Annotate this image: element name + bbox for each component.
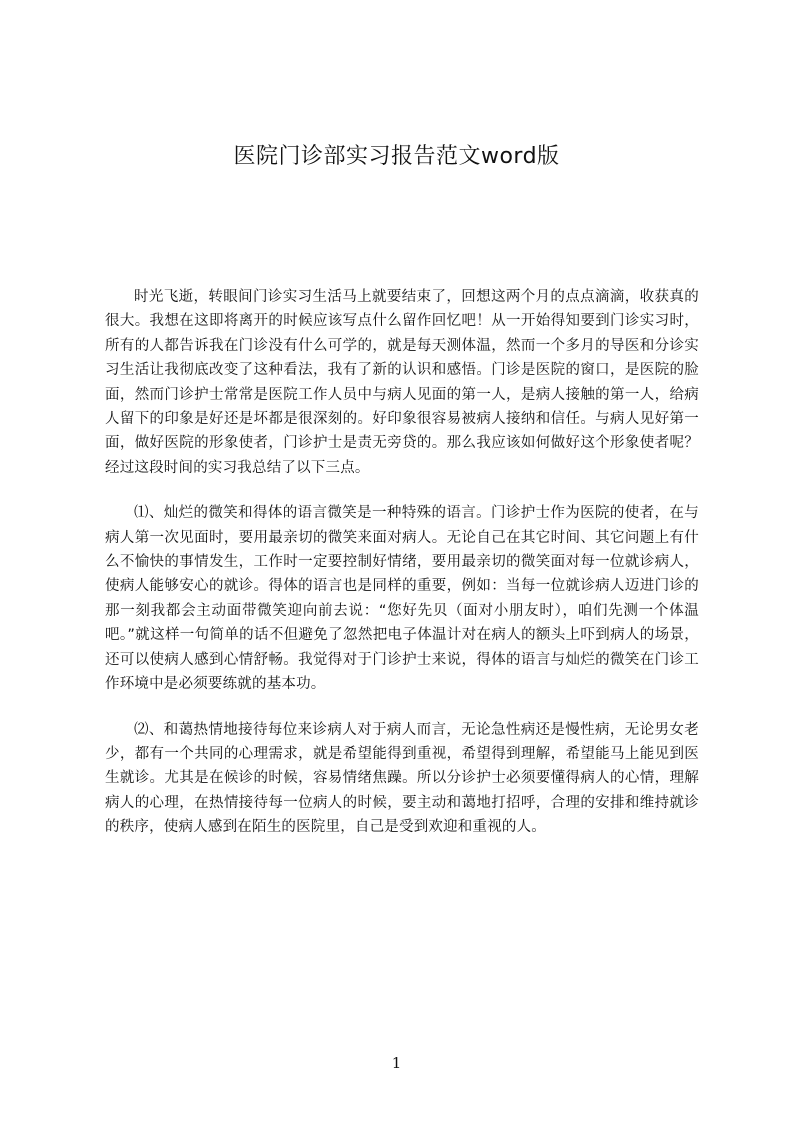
paragraph-point-1: ⑴、灿烂的微笑和得体的语言微笑是一种特殊的语言。门诊护士作为医院的使者，在与病人第一次见面时，要用最亲切的微笑来面对病人。无论自己在其它时间、其它问题上有什么不愉快的事情发生，工作时一定要控制好情绪，要用最亲切的微笑面对每一位就诊病人，使病人能够安心的就诊。得体的语言也是同样的重要，例如：当每一位就诊病人迈进门诊的那一刻我都会主动面带微笑迎向前去说：“您好先贝（面对小朋友时），咱们先测一个体温吧。”就这样一句简单的话不但避免了忽然把电子体温计对在病人的额头上吓到病人的场景，还可以使病人感到心情舒畅。我觉得对于门诊护士来说，得体的语言与灿烂的微笑在门诊工作环境中是必须要练就的基本功。 <box>105 505 699 693</box>
page-number: 1 <box>391 1054 402 1072</box>
paragraph-point-2: ⑵、和蔼热情地接待每位来诊病人对于病人而言，无论急性病还是慢性病，无论男女老少，都有一个共同的心理需求，就是希望能得到重视，希望得到理解，希望能马上能见到医生就诊。尤其是在候诊的时候，容易情绪焦躁。所以分诊护士必须要懂得病人的心情，理解病人的心理，在热情接待每一位病人的时候，要主动和蔼地打招呼，合理的安排和维持就诊的秩序，使病人感到在陌生的医院里，自己是受到欢迎和重视的人。 <box>105 721 699 836</box>
document-body <box>105 285 699 861</box>
document-title: 医院门诊部实习报告范文word版 <box>233 144 560 169</box>
paragraph-intro: 时光飞逝，转眼间门诊实习生活马上就要结束了，回想这两个月的点点滴滴，收获真的很大。我想在这即将离开的时候应该写点什么留作回忆吧！从一开始得知要到门诊实习时，所有的人都告诉我在门诊没有什么可学的，就是每天测体温，然而一个多月的导医和分诊实习生活让我彻底改变了这种看法，我有了新的认识和感悟。门诊是医院的窗口，是医院的脸面，然而门诊护士常常是医院工作人员中与病人见面的第一人，是病人接触的第一人，给病人留下的印象是好还是坏都是很深刻的。好印象很容易被病人接纳和信任。与病人见好第一面，做好医院的形象使者，门诊护士是责无旁贷的。那么我应该如何做好这个形象使者呢？经过这段时间的实习我总结了以下三点。 <box>105 289 699 476</box>
